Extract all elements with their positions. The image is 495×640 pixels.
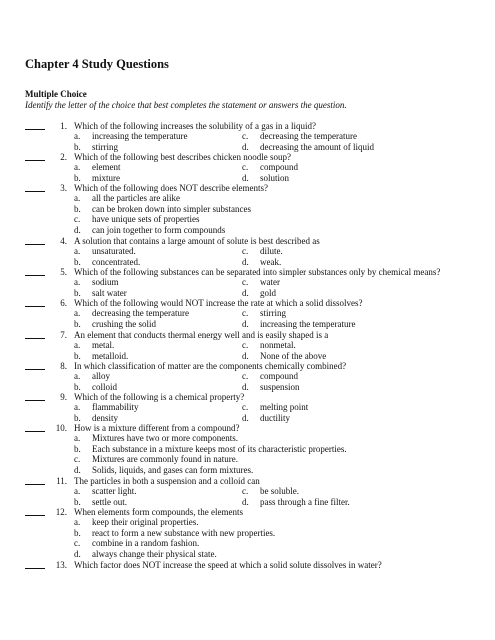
question-number: 7. bbox=[60, 330, 67, 340]
option-c: c. water bbox=[242, 277, 280, 288]
option-a: a. scatter light. bbox=[74, 486, 137, 497]
option-d: d. can join together to form compounds bbox=[74, 224, 226, 235]
option-c: c. stirring bbox=[242, 308, 286, 319]
question-number: 2. bbox=[60, 152, 67, 162]
answer-blank[interactable] bbox=[25, 121, 45, 130]
option-b: b. concentrated. bbox=[74, 256, 141, 267]
question-number: 6. bbox=[60, 298, 67, 308]
option-a: a. element bbox=[74, 162, 121, 173]
option-c: c. dilute. bbox=[242, 246, 283, 257]
question-number: 11. bbox=[56, 476, 67, 486]
option-d: d. weak. bbox=[242, 256, 282, 267]
answer-blank[interactable] bbox=[25, 423, 45, 432]
answer-blank[interactable] bbox=[25, 476, 45, 485]
answer-blank[interactable] bbox=[25, 507, 45, 516]
option-b: b. settle out. bbox=[74, 496, 127, 507]
option-c: c. combine in a random fashion. bbox=[74, 538, 200, 549]
option-a: a. metal. bbox=[74, 340, 115, 351]
option-d: d. None of the above bbox=[242, 350, 327, 361]
option-d: d. Solids, liquids, and gases can form mixtures. bbox=[74, 464, 254, 475]
question-text: Which of the following substances can be separated into simpler substances only by chemical means? bbox=[74, 267, 441, 277]
option-c: c. have unique sets of properties bbox=[74, 214, 200, 225]
option-a: a. keep their original properties. bbox=[74, 517, 199, 528]
option-a: a. flammability bbox=[74, 402, 139, 413]
option-a: a. increasing the temperature bbox=[74, 131, 188, 142]
answer-blank[interactable] bbox=[25, 330, 45, 339]
option-a: a. unsaturated. bbox=[74, 246, 136, 257]
answer-blank[interactable] bbox=[25, 267, 45, 276]
question-text: In which classification of matter are the components chemically combined? bbox=[74, 361, 347, 371]
question-text: Which of the following would NOT increase the rate at which a solid dissolves? bbox=[74, 298, 363, 308]
question-text: When elements form compounds, the elements bbox=[74, 507, 243, 517]
question-text: Which of the following increases the solubility of a gas in a liquid? bbox=[74, 121, 316, 131]
option-b: b. metalloid. bbox=[74, 350, 129, 361]
question-text: Which factor does NOT increase the speed at which a solid solute dissolves in water? bbox=[74, 560, 382, 570]
option-a: a. decreasing the temperature bbox=[74, 308, 189, 319]
option-d: d. gold bbox=[242, 287, 277, 298]
option-b: b. salt water bbox=[74, 287, 127, 298]
option-b: b. stirring bbox=[74, 141, 118, 152]
option-a: a. Mixtures have two or more components. bbox=[74, 433, 238, 444]
question-number: 3. bbox=[60, 183, 67, 193]
question-text: Which of the following is a chemical property? bbox=[74, 392, 245, 402]
question-text: How is a mixture different from a compound? bbox=[74, 423, 240, 433]
option-c: c. decreasing the temperature bbox=[242, 131, 357, 142]
option-b: b. crushing the solid bbox=[74, 318, 156, 329]
question-number: 13. bbox=[55, 560, 67, 570]
option-a: a. sodium bbox=[74, 277, 119, 288]
question-text: Which of the following best describes chicken noodle soup? bbox=[74, 152, 291, 162]
answer-blank[interactable] bbox=[25, 560, 45, 569]
option-b: b. react to form a new substance with new properties. bbox=[74, 527, 276, 538]
option-b: b. mixture bbox=[74, 172, 120, 183]
question-number: 9. bbox=[60, 392, 67, 402]
answer-blank[interactable] bbox=[25, 361, 45, 370]
question-number: 8. bbox=[60, 361, 67, 371]
answer-blank[interactable] bbox=[25, 392, 45, 401]
option-a: a. alloy bbox=[74, 371, 110, 382]
option-d: d. decreasing the amount of liquid bbox=[242, 141, 374, 152]
answer-blank[interactable] bbox=[25, 183, 45, 192]
option-d: d. ductility bbox=[242, 412, 290, 423]
option-c: c. be soluble. bbox=[242, 486, 299, 497]
option-b: b. can be broken down into simpler substances bbox=[74, 203, 251, 214]
option-c: c. melting point bbox=[242, 402, 309, 413]
option-c: c. Mixtures are commonly found in nature. bbox=[74, 454, 238, 465]
option-d: d. increasing the temperature bbox=[242, 318, 356, 329]
question-text: Which of the following does NOT describe elements? bbox=[74, 183, 269, 193]
section-instructions: Identify the letter of the choice that best completes the statement or answers the question. bbox=[25, 100, 347, 110]
question-text: An element that conducts thermal energy well and is easily shaped is a bbox=[74, 330, 329, 340]
option-d: d. always change their physical state. bbox=[74, 548, 217, 559]
option-a: a. all the particles are alike bbox=[74, 193, 180, 204]
question-number: 10. bbox=[55, 423, 67, 433]
option-c: c. compound bbox=[242, 371, 298, 382]
option-b: b. colloid bbox=[74, 381, 117, 392]
option-c: c. nonmetal. bbox=[242, 340, 296, 351]
answer-blank[interactable] bbox=[25, 298, 45, 307]
section-heading: Multiple Choice bbox=[25, 89, 87, 99]
option-c: c. compound bbox=[242, 162, 298, 173]
answer-blank[interactable] bbox=[25, 236, 45, 245]
question-text: The particles in both a suspension and a colloid can bbox=[74, 476, 260, 486]
option-d: d. pass through a fine filter. bbox=[242, 496, 350, 507]
question-number: 12. bbox=[55, 507, 67, 517]
question-number: 1. bbox=[60, 121, 67, 131]
option-b: b. density bbox=[74, 412, 118, 423]
option-d: d. solution bbox=[242, 172, 290, 183]
question-text: A solution that contains a large amount of solute is best described as bbox=[74, 236, 320, 246]
answer-blank[interactable] bbox=[25, 152, 45, 161]
option-b: b. Each substance in a mixture keeps most of its characteristic properties. bbox=[74, 443, 347, 454]
option-d: d. suspension bbox=[242, 381, 300, 392]
page-title: Chapter 4 Study Questions bbox=[25, 57, 169, 71]
question-number: 4. bbox=[60, 236, 67, 246]
question-number: 5. bbox=[60, 267, 67, 277]
